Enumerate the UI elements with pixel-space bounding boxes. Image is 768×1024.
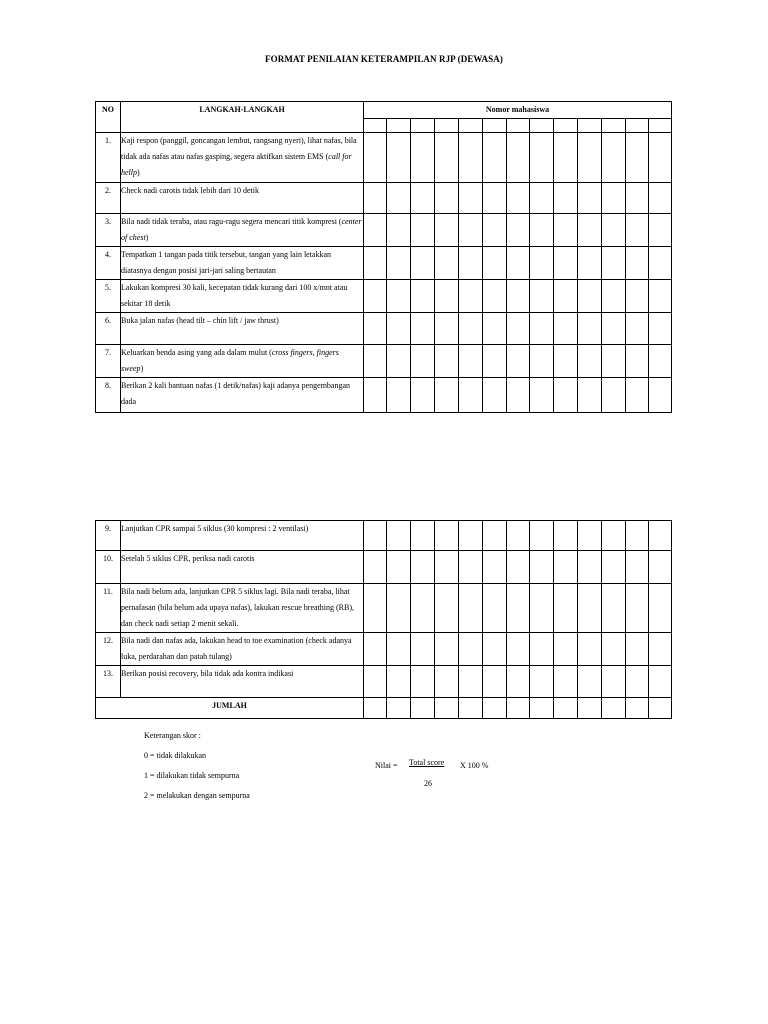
step-score-cell[interactable] <box>554 183 578 214</box>
step-score-cell[interactable] <box>364 280 387 313</box>
step-score-cell[interactable] <box>459 378 483 413</box>
step-score-cell[interactable] <box>411 183 435 214</box>
score-2: 2 = melakukan dengan sempurna <box>144 791 250 800</box>
step-description <box>121 584 364 633</box>
total-score-cell[interactable] <box>411 698 435 719</box>
step-score-cell[interactable] <box>387 521 411 551</box>
total-score-cell[interactable] <box>626 698 649 719</box>
step-score-cell[interactable] <box>602 313 626 345</box>
step-score-cell[interactable] <box>554 633 578 666</box>
step-score-cell[interactable] <box>387 214 411 247</box>
step-score-cell[interactable] <box>387 378 411 413</box>
step-description <box>121 378 364 413</box>
step-score-cell[interactable] <box>602 521 626 551</box>
step-score-cell[interactable] <box>387 183 411 214</box>
step-score-cell[interactable] <box>578 551 602 584</box>
step-score-cell[interactable] <box>649 247 672 280</box>
step-score-cell[interactable] <box>602 280 626 313</box>
step-score-cell[interactable] <box>459 313 483 345</box>
step-score-cell[interactable] <box>626 378 649 413</box>
step-score-cell[interactable] <box>602 551 626 584</box>
step-score-cell[interactable] <box>649 280 672 313</box>
step-text: Berikan 2 kali bantuan nafas (1 detik/nafas) kaji adanya pengembangan dada <box>121 381 351 406</box>
step-score-cell[interactable] <box>459 521 483 551</box>
step-row <box>96 133 672 183</box>
step-text: Berikan posisi recovery, bila tidak ada kontra indikasi <box>121 669 294 678</box>
step-score-cell[interactable] <box>364 666 387 698</box>
step-score-cell[interactable] <box>578 280 602 313</box>
step-score-cell[interactable] <box>626 584 649 633</box>
step-number: 7. <box>96 345 121 378</box>
step-score-cell[interactable] <box>602 133 626 183</box>
step-score-cell[interactable] <box>530 247 554 280</box>
step-score-cell[interactable] <box>626 214 649 247</box>
subheader-score-cell[interactable] <box>387 119 411 133</box>
score-legend <box>144 726 250 806</box>
step-score-cell[interactable] <box>459 666 483 698</box>
step-score-cell[interactable] <box>578 183 602 214</box>
step-score-cell[interactable] <box>435 183 459 214</box>
step-score-cell[interactable] <box>530 133 554 183</box>
step-score-cell[interactable] <box>602 345 626 378</box>
step-text: Setelah 5 siklus CPR, periksa nadi carotis <box>121 554 255 563</box>
form-title: FORMAT PENILAIAN KETERAMPILAN RJP (DEWASA) <box>265 54 503 64</box>
step-score-cell[interactable] <box>554 133 578 183</box>
total-label: JUMLAH <box>96 698 364 719</box>
step-score-cell[interactable] <box>649 666 672 698</box>
step-score-cell[interactable] <box>483 551 507 584</box>
step-score-cell[interactable] <box>578 666 602 698</box>
step-score-cell[interactable] <box>554 521 578 551</box>
step-score-cell[interactable] <box>530 345 554 378</box>
step-text: Bila nadi belum ada, lanjutkan CPR 5 siklus lagi. Bila nadi teraba, lihat pernafasan (bila belum ada upaya nafas), lakukan rescue breathing (RB), dan check nadi setiap 2 menit sekali. <box>121 587 355 628</box>
step-score-cell[interactable] <box>435 133 459 183</box>
step-number: 5. <box>96 280 121 313</box>
step-score-cell[interactable] <box>649 313 672 345</box>
step-score-cell[interactable] <box>411 280 435 313</box>
step-score-cell[interactable] <box>578 633 602 666</box>
step-text: ) <box>145 233 149 242</box>
step-text: Tempatkan 1 tangan pada titik tersebut, tangan yang lain letakkan diatasnya dengan posisi jari-jari saling bertautan <box>121 250 332 275</box>
step-score-cell[interactable] <box>364 378 387 413</box>
step-score-cell[interactable] <box>626 633 649 666</box>
step-score-cell[interactable] <box>459 584 483 633</box>
step-score-cell[interactable] <box>483 666 507 698</box>
step-score-cell[interactable] <box>459 247 483 280</box>
step-score-cell[interactable] <box>626 313 649 345</box>
step-score-cell[interactable] <box>411 247 435 280</box>
step-score-cell[interactable] <box>387 313 411 345</box>
step-number: 1. <box>96 133 121 183</box>
step-description <box>121 666 364 698</box>
step-score-cell[interactable] <box>411 133 435 183</box>
step-score-cell[interactable] <box>435 280 459 313</box>
step-description <box>121 214 364 247</box>
subheader-score-cell[interactable] <box>626 119 649 133</box>
step-score-cell[interactable] <box>435 551 459 584</box>
step-score-cell[interactable] <box>387 133 411 183</box>
step-score-cell[interactable] <box>411 214 435 247</box>
step-text: ) <box>137 168 140 177</box>
step-number: 4. <box>96 247 121 280</box>
step-score-cell[interactable] <box>435 378 459 413</box>
step-text: Lanjutkan CPR sampai 5 siklus (30 kompresi : 2 ventilasi) <box>121 524 309 533</box>
total-score-cell[interactable] <box>435 698 459 719</box>
step-score-cell[interactable] <box>578 247 602 280</box>
step-score-cell[interactable] <box>459 214 483 247</box>
step-row <box>96 247 672 280</box>
step-description <box>121 633 364 666</box>
step-score-cell[interactable] <box>649 633 672 666</box>
step-score-cell[interactable] <box>507 521 530 551</box>
step-score-cell[interactable] <box>507 214 530 247</box>
step-score-cell[interactable] <box>554 378 578 413</box>
step-description <box>121 247 364 280</box>
step-score-cell[interactable] <box>387 247 411 280</box>
subheader-score-cell[interactable] <box>602 119 626 133</box>
step-score-cell[interactable] <box>364 183 387 214</box>
step-score-cell[interactable] <box>554 247 578 280</box>
total-score-cell[interactable] <box>387 698 411 719</box>
step-score-cell[interactable] <box>626 551 649 584</box>
formula-label: Nilai = <box>375 761 398 770</box>
total-score-cell[interactable] <box>649 698 672 719</box>
step-text: Kaji respon (panggil, goncangan lembut, rangsang nyeri), lihat nafas, bila tidak ada nafas atau nafas gasping, segera aktifkan sistem EMS ( <box>121 136 357 161</box>
step-row <box>96 280 672 313</box>
step-score-cell[interactable] <box>435 345 459 378</box>
step-score-cell[interactable] <box>387 551 411 584</box>
step-number: 10. <box>96 551 121 584</box>
step-number: 12. <box>96 633 121 666</box>
total-score-cell[interactable] <box>507 698 530 719</box>
subheader-score-cell[interactable] <box>459 119 483 133</box>
step-row <box>96 313 672 345</box>
step-score-cell[interactable] <box>554 214 578 247</box>
subheader-score-cell[interactable] <box>649 119 672 133</box>
step-text: call for hellp <box>121 152 352 177</box>
step-score-cell[interactable] <box>364 633 387 666</box>
step-score-cell[interactable] <box>411 345 435 378</box>
step-score-cell[interactable] <box>364 551 387 584</box>
step-score-cell[interactable] <box>554 666 578 698</box>
step-score-cell[interactable] <box>554 551 578 584</box>
step-score-cell[interactable] <box>364 214 387 247</box>
step-score-cell[interactable] <box>507 633 530 666</box>
step-description <box>121 133 364 183</box>
subheader-score-cell[interactable] <box>483 119 507 133</box>
header-student-number: Nomor mahasiswa <box>364 102 672 119</box>
step-text: Buka jalan nafas (head tilt – chin lift / jaw thrust) <box>121 316 279 325</box>
step-score-cell[interactable] <box>459 183 483 214</box>
step-description <box>121 280 364 313</box>
step-number: 8. <box>96 378 121 413</box>
step-score-cell[interactable] <box>578 584 602 633</box>
step-score-cell[interactable] <box>530 280 554 313</box>
subheader-score-cell[interactable] <box>435 119 459 133</box>
step-row <box>96 214 672 247</box>
formula-denominator: 26 <box>424 779 432 788</box>
step-score-cell[interactable] <box>411 378 435 413</box>
step-row <box>96 521 672 551</box>
step-row <box>96 378 672 413</box>
total-score-cell[interactable] <box>554 698 578 719</box>
step-score-cell[interactable] <box>483 584 507 633</box>
step-row <box>96 633 672 666</box>
subheader-score-cell[interactable] <box>530 119 554 133</box>
step-score-cell[interactable] <box>507 584 530 633</box>
step-score-cell[interactable] <box>602 183 626 214</box>
step-score-cell[interactable] <box>483 214 507 247</box>
header-steps: LANGKAH-LANGKAH <box>121 102 364 133</box>
step-score-cell[interactable] <box>435 521 459 551</box>
total-score-cell[interactable] <box>530 698 554 719</box>
subheader-score-cell[interactable] <box>554 119 578 133</box>
step-text: center of chest <box>121 217 362 242</box>
total-score-cell[interactable] <box>602 698 626 719</box>
step-score-cell[interactable] <box>554 313 578 345</box>
step-score-cell[interactable] <box>411 313 435 345</box>
step-score-cell[interactable] <box>483 183 507 214</box>
step-score-cell[interactable] <box>483 633 507 666</box>
step-score-cell[interactable] <box>411 551 435 584</box>
step-score-cell[interactable] <box>507 280 530 313</box>
step-score-cell[interactable] <box>507 551 530 584</box>
step-score-cell[interactable] <box>483 280 507 313</box>
step-score-cell[interactable] <box>507 133 530 183</box>
step-score-cell[interactable] <box>530 584 554 633</box>
step-score-cell[interactable] <box>483 247 507 280</box>
step-score-cell[interactable] <box>530 183 554 214</box>
step-score-cell[interactable] <box>602 584 626 633</box>
subheader-score-cell[interactable] <box>411 119 435 133</box>
step-description <box>121 313 364 345</box>
step-score-cell[interactable] <box>626 521 649 551</box>
subheader-score-cell[interactable] <box>364 119 387 133</box>
step-score-cell[interactable] <box>649 521 672 551</box>
step-score-cell[interactable] <box>578 345 602 378</box>
step-score-cell[interactable] <box>554 584 578 633</box>
step-score-cell[interactable] <box>626 183 649 214</box>
step-text: Keluarkan benda asing yang ada dalam mulut ( <box>121 348 272 357</box>
header-no: NO <box>96 102 121 133</box>
step-text: ) <box>140 364 144 373</box>
step-score-cell[interactable] <box>411 666 435 698</box>
step-score-cell[interactable] <box>459 633 483 666</box>
total-score-cell[interactable] <box>364 698 387 719</box>
total-score-cell[interactable] <box>459 698 483 719</box>
step-score-cell[interactable] <box>364 313 387 345</box>
step-score-cell[interactable] <box>530 378 554 413</box>
step-score-cell[interactable] <box>602 666 626 698</box>
step-text: Bila nadi dan nafas ada, lakukan head to toe examination (check adanya luka, perdarahan dan patah tulang) <box>121 636 352 661</box>
step-score-cell[interactable] <box>364 247 387 280</box>
subheader-score-cell[interactable] <box>578 119 602 133</box>
step-number: 9. <box>96 521 121 551</box>
step-score-cell[interactable] <box>387 666 411 698</box>
score-legend-heading: Keterangan skor : <box>144 731 201 740</box>
step-score-cell[interactable] <box>530 666 554 698</box>
step-number: 13. <box>96 666 121 698</box>
step-score-cell[interactable] <box>411 633 435 666</box>
step-score-cell[interactable] <box>554 345 578 378</box>
step-score-cell[interactable] <box>435 214 459 247</box>
subheader-score-cell[interactable] <box>507 119 530 133</box>
step-score-cell[interactable] <box>507 183 530 214</box>
formula-multiplier: X 100 % <box>460 761 489 770</box>
step-score-cell[interactable] <box>649 378 672 413</box>
step-number: 11. <box>96 584 121 633</box>
step-score-cell[interactable] <box>483 345 507 378</box>
total-score-cell[interactable] <box>578 698 602 719</box>
step-score-cell[interactable] <box>626 133 649 183</box>
step-score-cell[interactable] <box>626 345 649 378</box>
step-score-cell[interactable] <box>364 584 387 633</box>
step-score-cell[interactable] <box>387 280 411 313</box>
step-score-cell[interactable] <box>483 378 507 413</box>
step-score-cell[interactable] <box>507 313 530 345</box>
step-score-cell[interactable] <box>649 183 672 214</box>
step-score-cell[interactable] <box>554 280 578 313</box>
step-number: 2. <box>96 183 121 214</box>
step-score-cell[interactable] <box>578 313 602 345</box>
step-description <box>121 345 364 378</box>
step-score-cell[interactable] <box>387 345 411 378</box>
step-score-cell[interactable] <box>649 551 672 584</box>
step-score-cell[interactable] <box>459 345 483 378</box>
assessment-table-part1 <box>95 101 672 413</box>
step-score-cell[interactable] <box>364 345 387 378</box>
step-score-cell[interactable] <box>483 521 507 551</box>
step-score-cell[interactable] <box>578 214 602 247</box>
step-score-cell[interactable] <box>602 633 626 666</box>
step-text: Bila nadi tidak teraba, atau ragu-ragu segera mencari titik kompresi ( <box>121 217 342 226</box>
step-score-cell[interactable] <box>507 247 530 280</box>
step-score-cell[interactable] <box>578 521 602 551</box>
step-row <box>96 551 672 584</box>
step-score-cell[interactable] <box>649 214 672 247</box>
step-score-cell[interactable] <box>435 584 459 633</box>
step-score-cell[interactable] <box>387 633 411 666</box>
step-number: 3. <box>96 214 121 247</box>
step-score-cell[interactable] <box>459 133 483 183</box>
step-text: Check nadi carotis tidak lebih dari 10 detik <box>121 186 259 195</box>
step-description <box>121 183 364 214</box>
step-score-cell[interactable] <box>530 214 554 247</box>
step-number: 6. <box>96 313 121 345</box>
total-row <box>96 698 672 719</box>
step-row <box>96 666 672 698</box>
step-score-cell[interactable] <box>483 133 507 183</box>
score-1: 1 = dilakukan tidak sempurna <box>144 771 240 780</box>
step-score-cell[interactable] <box>649 345 672 378</box>
step-score-cell[interactable] <box>649 133 672 183</box>
step-score-cell[interactable] <box>530 521 554 551</box>
step-score-cell[interactable] <box>507 345 530 378</box>
step-score-cell[interactable] <box>435 666 459 698</box>
step-score-cell[interactable] <box>602 247 626 280</box>
step-score-cell[interactable] <box>578 378 602 413</box>
step-text: Lakukan kompresi 30 kali, kecepatan tidak kurang dari 100 x/mnt atau sekitar 18 detik <box>121 283 348 308</box>
step-description <box>121 551 364 584</box>
step-row <box>96 183 672 214</box>
step-score-cell[interactable] <box>626 247 649 280</box>
step-description <box>121 521 364 551</box>
step-score-cell[interactable] <box>530 551 554 584</box>
step-score-cell[interactable] <box>435 247 459 280</box>
assessment-table-part2 <box>95 520 672 719</box>
step-score-cell[interactable] <box>387 584 411 633</box>
step-score-cell[interactable] <box>530 633 554 666</box>
step-score-cell[interactable] <box>626 666 649 698</box>
formula-numerator: Total score <box>409 758 445 767</box>
step-score-cell[interactable] <box>411 584 435 633</box>
step-score-cell[interactable] <box>435 313 459 345</box>
step-score-cell[interactable] <box>435 633 459 666</box>
step-score-cell[interactable] <box>507 666 530 698</box>
step-score-cell[interactable] <box>459 280 483 313</box>
step-score-cell[interactable] <box>411 521 435 551</box>
step-score-cell[interactable] <box>483 313 507 345</box>
step-score-cell[interactable] <box>578 133 602 183</box>
step-row <box>96 584 672 633</box>
step-score-cell[interactable] <box>507 378 530 413</box>
step-score-cell[interactable] <box>602 378 626 413</box>
score-0: 0 = tidak dilakukan <box>144 751 207 760</box>
step-score-cell[interactable] <box>364 521 387 551</box>
step-score-cell[interactable] <box>459 551 483 584</box>
total-score-cell[interactable] <box>483 698 507 719</box>
step-row <box>96 345 672 378</box>
step-text: cross fingers, fingers sweep <box>121 348 339 373</box>
step-score-cell[interactable] <box>364 133 387 183</box>
step-score-cell[interactable] <box>602 214 626 247</box>
step-score-cell[interactable] <box>530 313 554 345</box>
step-score-cell[interactable] <box>626 280 649 313</box>
step-score-cell[interactable] <box>649 584 672 633</box>
